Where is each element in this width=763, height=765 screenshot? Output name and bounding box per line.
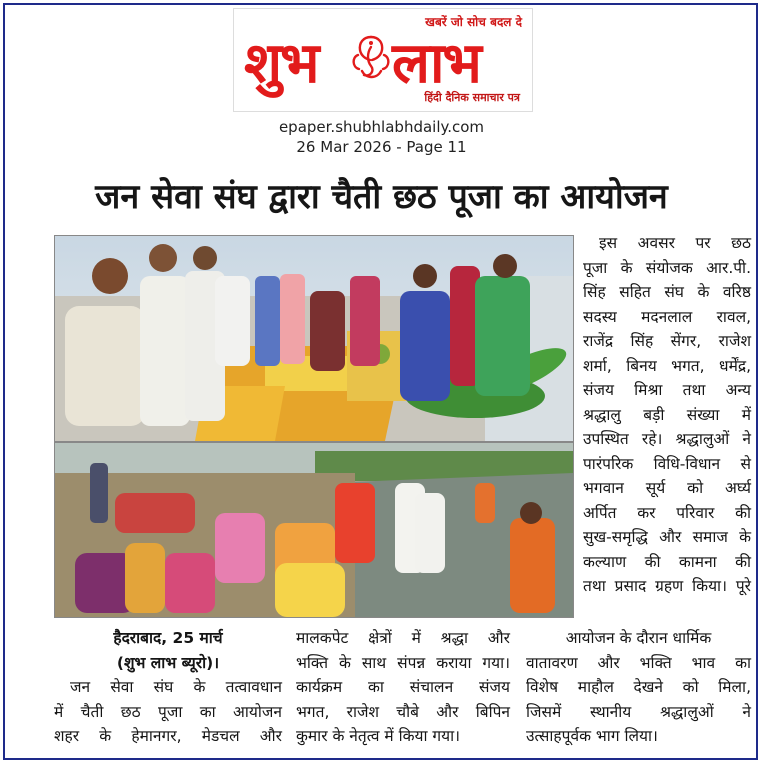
article-column-3 — [526, 626, 751, 749]
epaper-url: epaper.shubhlabhdaily.com — [278, 118, 485, 136]
dateline: हैदराबाद, 25 मार्च — [113, 629, 223, 647]
right-col-line: उपस्थित रहे। श्रद्धालुओं ने — [583, 430, 751, 448]
col3-line: आयोजन के दौरान धार्मिक — [565, 629, 712, 647]
col3-line: विशेष माहौल देखने को मिला, — [526, 678, 751, 696]
right-col-line: भगवान सूर्य को अर्घ्य — [583, 479, 751, 497]
right-col-line: तथा प्रसाद ग्रहण किया। पूरे — [583, 577, 751, 595]
col1-line: शहर के हेमानगर, मेडचल और — [54, 727, 282, 745]
ganesh-logo-icon — [350, 33, 392, 81]
right-col-line: राजेंद्र सिंह सेंगर, राजेश — [583, 332, 751, 350]
right-col-line: सदस्य मदनलाल रावल, — [583, 307, 751, 326]
col1-line: में चैती छठ पूजा का आयोजन — [54, 702, 282, 721]
right-col-line: पूजा के संयोजक आर.पी. — [583, 258, 751, 277]
col2-line: मालकपेट क्षेत्रों में श्रद्धा और — [296, 629, 510, 647]
article-right-column — [583, 231, 751, 599]
photo-riverbank-devotees — [54, 442, 574, 618]
right-col-line: शर्मा, बिनय भगत, धर्मेंद्र, — [583, 356, 751, 375]
article-column-1 — [54, 626, 282, 749]
col3-line: उत्साहपूर्वक भाग लिया। — [526, 727, 658, 745]
right-col-line: सिंह सहित संघ के वरिष्ठ — [583, 283, 751, 301]
edition-date-page: 26 Mar 2026 - Page 11 — [296, 138, 467, 156]
photo-puja-platform — [54, 235, 574, 442]
col3-line: वातावरण और भक्ति भाव का — [526, 653, 751, 672]
col2-line: भगत, राजेश चौबे और बिपिन — [296, 702, 510, 721]
masthead — [233, 8, 533, 112]
right-col-line: सुख-समृद्धि और समाज के — [583, 528, 751, 546]
article-column-2 — [296, 626, 510, 749]
right-col-line: कल्याण की कामना की — [583, 552, 751, 571]
bureau-credit: (शुभ लाभ ब्यूरो)। — [116, 653, 220, 672]
right-col-line: अर्पित कर परिवार की — [583, 503, 751, 522]
masthead-tagline: खबरें जो सोच बदल दे — [425, 15, 522, 29]
riverbank-image — [55, 443, 573, 617]
masthead-logo — [240, 23, 526, 96]
col2-line: भक्ति के साथ संपन्न कराया गया। — [296, 653, 510, 672]
right-col-line: श्रद्धालु बड़ी संख्या में — [583, 405, 751, 424]
col2-line: कार्यक्रम का संचालन संजय — [296, 678, 510, 696]
right-col-line: पारंपरिक विधि-विधान से — [583, 454, 751, 473]
right-col-line: संजय मिश्रा तथा अन्य — [583, 381, 751, 399]
right-col-line: इस अवसर पर छठ — [599, 234, 751, 252]
article-headline: जन सेवा संघ द्वारा चैती छठ पूजा का आयोजन — [95, 177, 668, 217]
col1-line: जन सेवा संघ के तत्वावधान — [70, 678, 282, 696]
masthead-subtitle: हिंदी दैनिक समाचार पत्र — [424, 91, 520, 104]
col3-line: जिसमें स्थानीय श्रद्धालुओं ने — [526, 702, 751, 721]
col2-line: कुमार के नेतृत्व में किया गया। — [296, 727, 461, 745]
logo-word-left: शुभ — [244, 30, 318, 96]
logo-word-right: लाभ — [392, 30, 480, 96]
puja-platform-image — [55, 236, 573, 441]
